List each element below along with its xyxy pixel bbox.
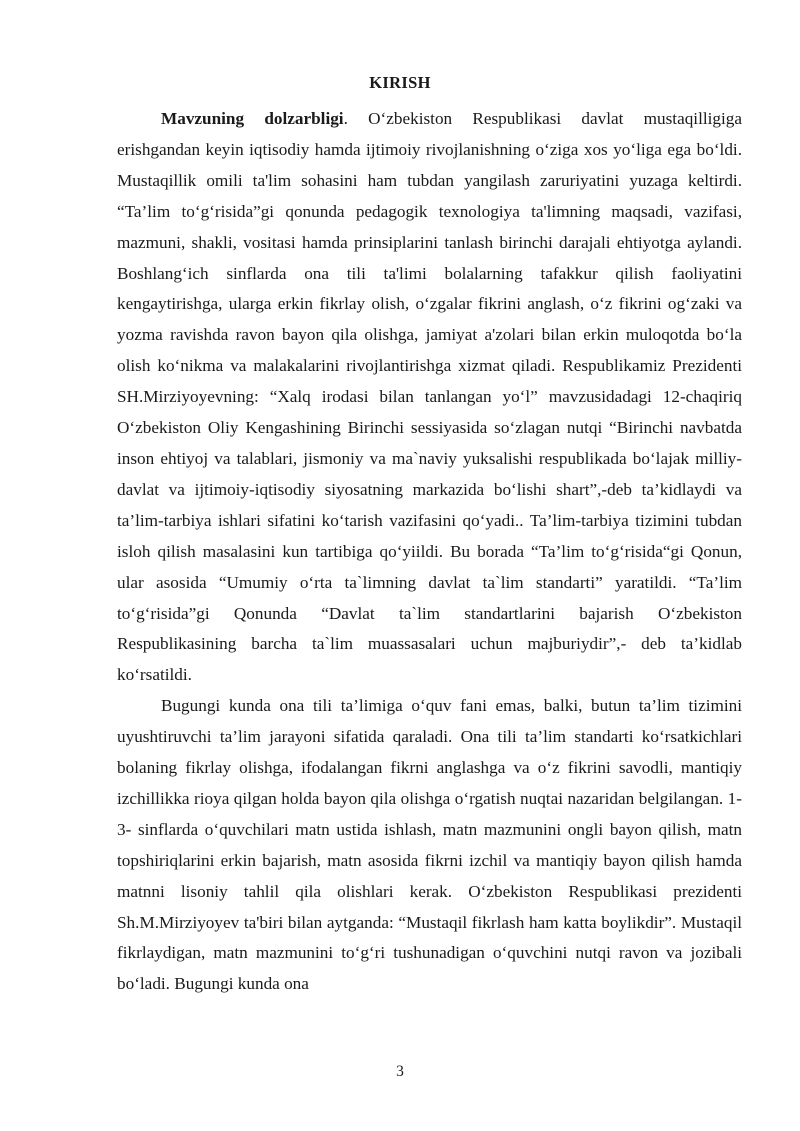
paragraph-mother-tongue (117, 691, 742, 1000)
paragraph-text: Bugungi kunda ona tili ta’limiga o‘quv fani emas, balki, butun ta’lim tizimini uyushtiruvchi ta’lim jarayoni sifatida qaraladi. Ona tili ta’lim standarti ko‘rsatkichlari bolaning fikrlay olishga, ifodalangan fikrni anglashga va o‘z fikrini savodli, mantiqiy izchillikka rioya qilgan holda bayon qila olishga o‘rgatish nuqtai nazaridan belgilangan. 1-3- sinflarda o‘quvchilari matn ustida ishlash, matn mazmunini ongli bayon qilish, matn topshiriqlarini erkin bajarish, matn asosida fikrni izchil va mantiqiy bayon qilish hamda matnni lisoniy tahlil qila olishlari kerak. O‘zbekiston Respublikasi prezidenti Sh.M.Mirziyoyev ta'biri bilan aytganda: “Mustaqil fikrlash ham katta boylikdir”. Mustaqil fikrlaydigan, matn mazmunini to‘g‘ri tushunadigan o‘quvchini nutqi ravon va jozibali bo‘ladi. Bugungi kunda ona (117, 696, 742, 994)
paragraph-text: . O‘zbekiston Respublikasi davlat mustaqilligiga erishgandan keyin iqtisodiy hamda ijtimoiy rivojlanishning o‘ziga xos yo‘liga ega bo‘ldi. Mustaqillik omili ta'lim sohasini ham tubdan yangilash zaruriyatini yuzaga keltirdi. “Ta’lim to‘g‘risida”gi qonunda pedagogik texnologiya ta'limning maqsadi, vazifasi, mazmuni, shakli, vositasi hamda prinsiplarini tanlash birinchi darajali ehtiyotga aylandi. Boshlang‘ich sinflarda ona tili ta'limi bolalarning tafakkur qilish faoliyatini kengaytirishga, ularga erkin fikrlay olish, o‘zgalar fikrini anglash, o‘z fikrini og‘zaki va yozma ravishda ravon bayon qila olishga, jamiyat a'zolari bilan erkin muloqotda bo‘la olish ko‘nikma va malakalarini rivojlantirishga xizmat qiladi. Respublikamiz Prezidenti SH.Mirziyoyevning: “Xalq irodasi bilan tanlangan yo‘l” mavzusidadagi 12-chaqiriq O‘zbekiston Oliy Kengashining Birinchi sessiyasida so‘zlagan nutqi “Birinchi navbatda inson ehtiyoj va talablari, jismoniy va ma`naviy yuksalishi respublikada bo‘lajak milliy-davlat va ijtimoiy-iqtisodiy siyosatning markazida bo‘lishi shart”,-deb ta’kidlaydi va ta’lim-tarbiya ishlari sifatini ko‘tarish vazifasini qo‘yadi.. Ta’lim-tarbiya tizimini tubdan isloh qilish masalasini kun tartibiga qo‘yiildi. Bu borada “Ta’lim to‘g‘risida“gi Qonun, ular asosida “Umumiy o‘rta ta`limning davlat ta`lim standarti” yaratildi. “Ta’lim to‘g‘risida”gi Qonunda “Davlat ta`lim standartlarini bajarish O‘zbekiston Respublikasining barcha ta`lim muassasalari uchun majburiydir”,- deb ta’kidlab ko‘rsatildi. (117, 109, 742, 685)
page-title: KIRISH (369, 73, 431, 92)
paragraph-relevance (117, 104, 742, 691)
paragraph-lead-bold: Mavzuning dolzarbligi (161, 109, 344, 128)
page-number: 3 (396, 1063, 404, 1080)
body-text (117, 104, 742, 1000)
